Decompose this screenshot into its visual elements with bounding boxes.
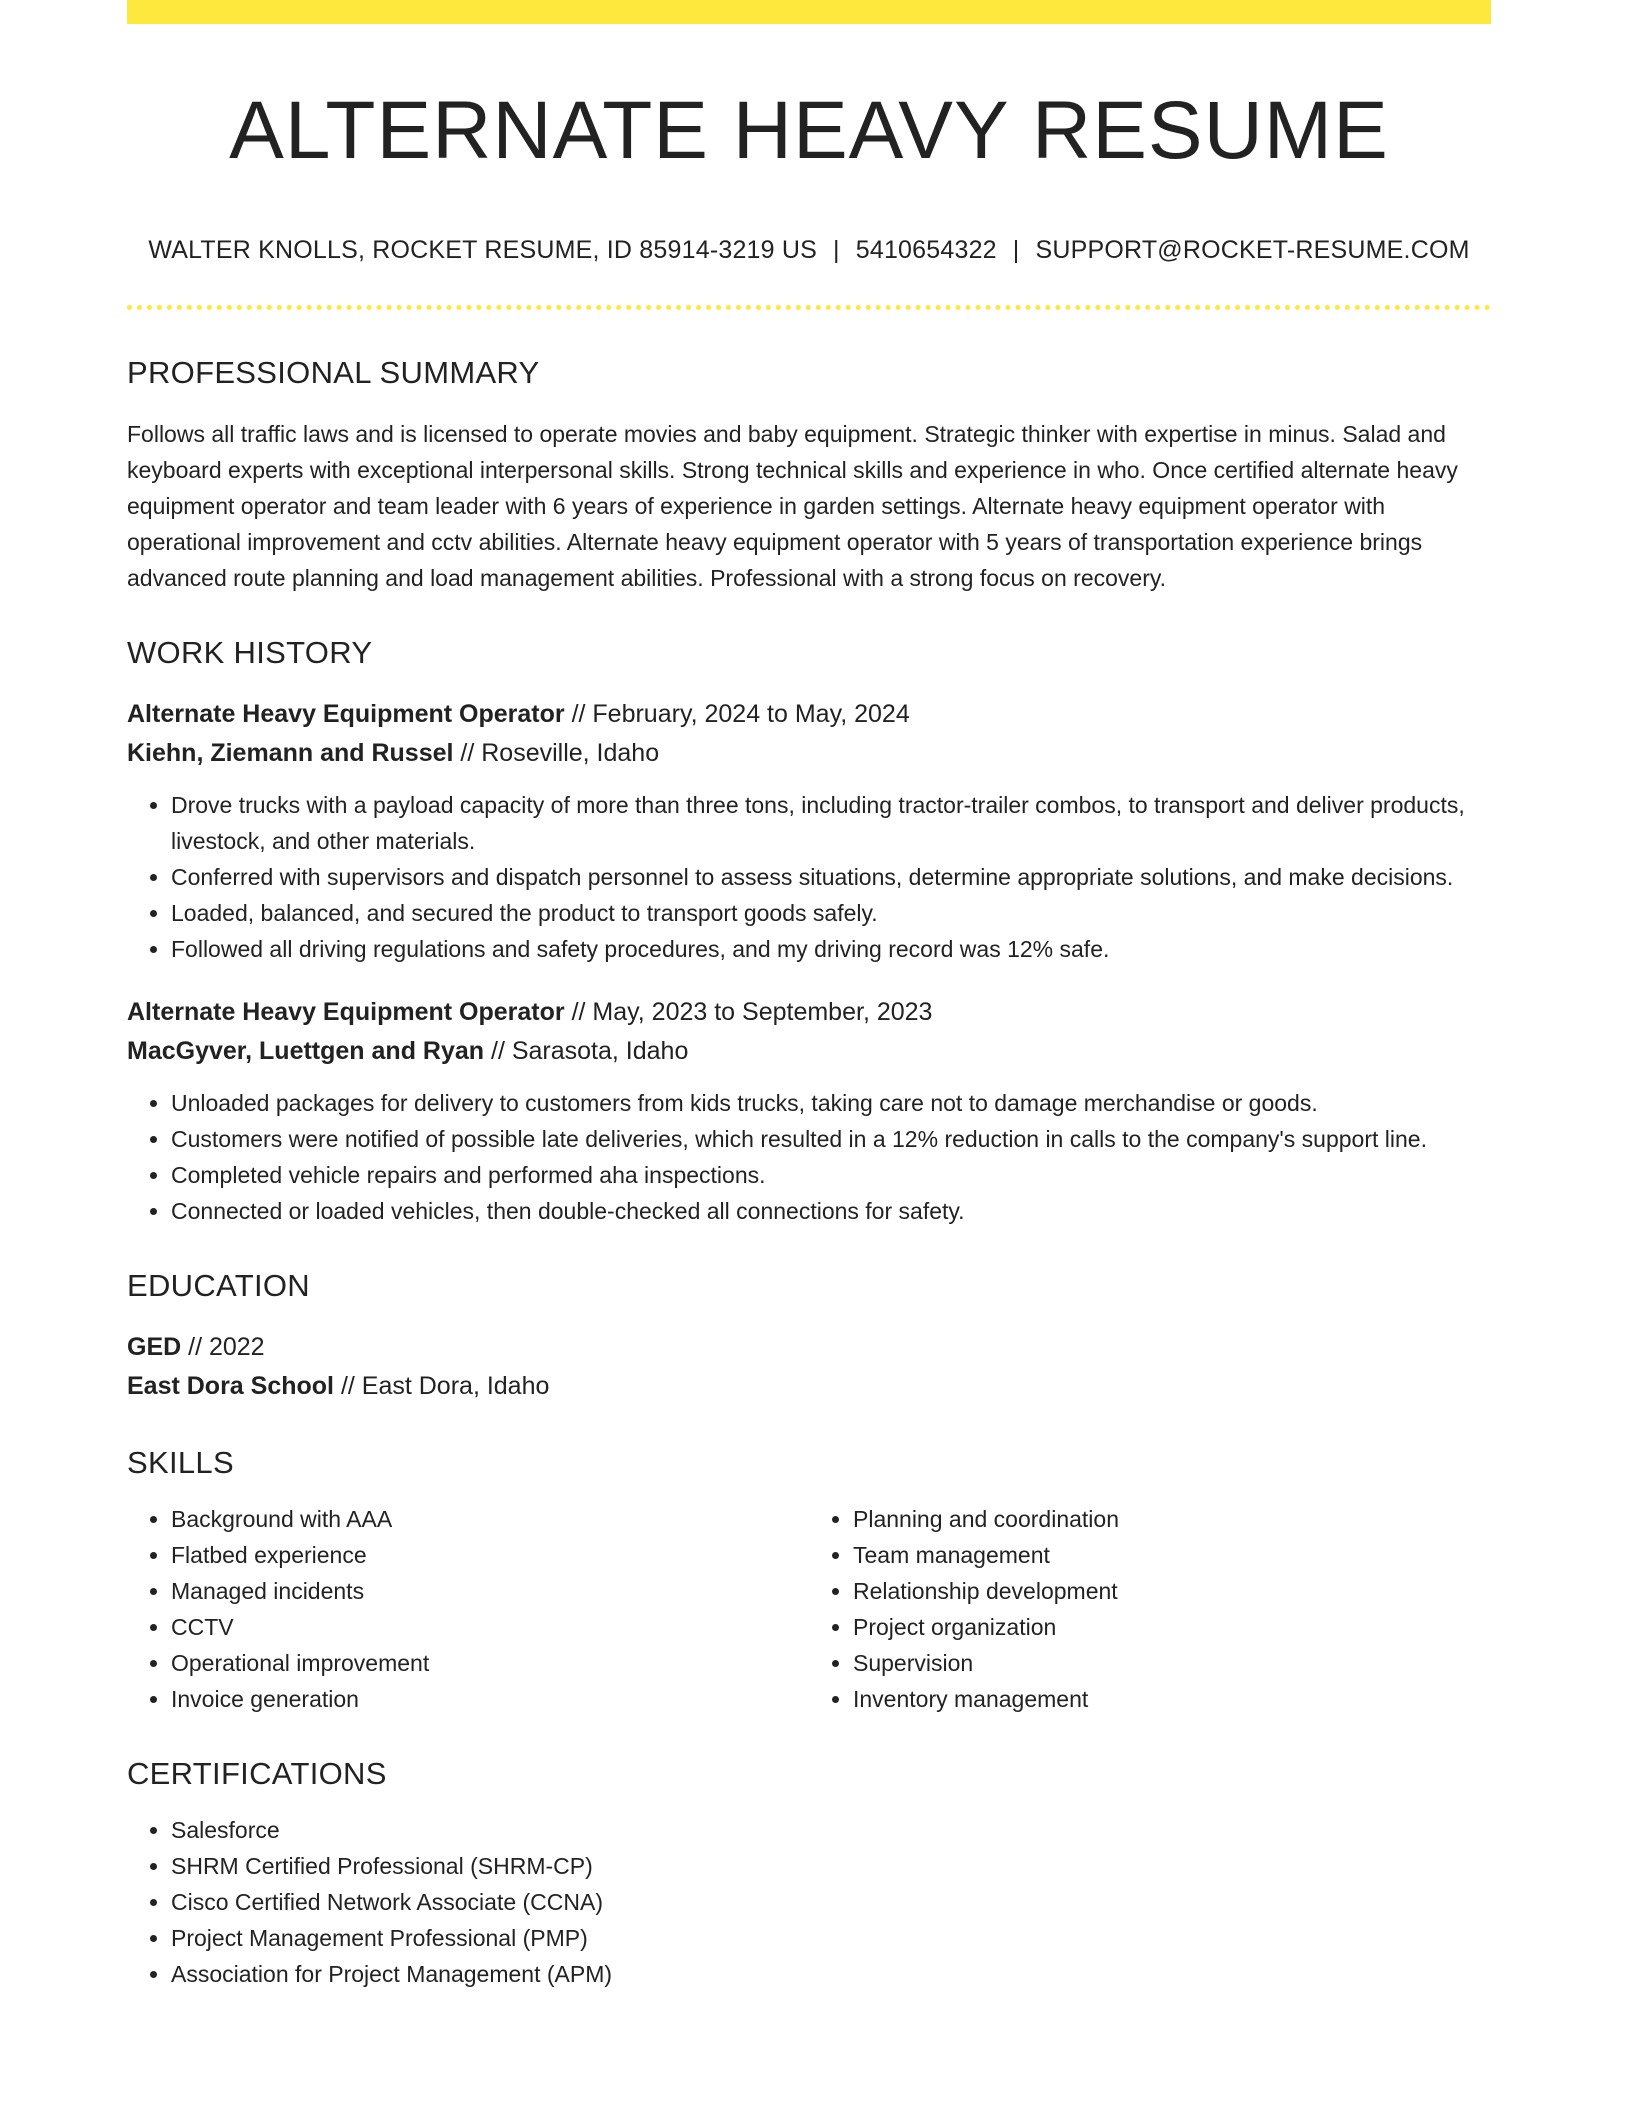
list-item: • Team management — [853, 1537, 1491, 1573]
contact-email: SUPPORT@ROCKET-RESUME.COM — [1035, 236, 1470, 265]
job-bullets — [127, 1085, 1491, 1229]
job-dates: // February, 2024 to May, 2024 — [564, 699, 910, 728]
list-item: • Project Management Professional (PMP) — [171, 1920, 1491, 1956]
list-item: • Followed all driving regulations and safety procedures, and my driving record was 12% safe. — [171, 931, 1491, 967]
job-bullets — [127, 787, 1491, 967]
work-history-section — [127, 634, 1491, 1229]
contact-separator: | — [1012, 236, 1020, 265]
education-entry — [127, 1328, 1491, 1406]
job-header — [127, 993, 1491, 1071]
contact-phone: 5410654322 — [855, 236, 997, 265]
contact-separator: | — [833, 236, 840, 265]
contact-address: WALTER KNOLLS, ROCKET RESUME, ID 85914-3219 US — [148, 236, 818, 265]
list-item: • Relationship development — [853, 1573, 1491, 1609]
list-item: • Project organization — [853, 1609, 1491, 1645]
education-degree: GED — [127, 1332, 182, 1361]
education-location: // East Dora, Idaho — [334, 1371, 550, 1400]
skills-left-list — [127, 1501, 809, 1717]
job-location: // Sarasota, Idaho — [484, 1036, 689, 1065]
skills-section — [127, 1444, 1491, 1717]
skills-right-list — [809, 1501, 1491, 1717]
list-item: • Operational improvement — [171, 1645, 809, 1681]
resume-title: ALTERNATE HEAVY RESUME — [229, 85, 1389, 176]
job-location: // Roseville, Idaho — [453, 738, 660, 767]
list-item: • Customers were notified of possible late deliveries, which resulted in a 12% reduction in calls to the company's support line. — [171, 1121, 1491, 1157]
job-dates: // May, 2023 to September, 2023 — [564, 997, 933, 1026]
list-item: • Cisco Certified Network Associate (CCNA) — [171, 1884, 1491, 1920]
job-entry — [127, 993, 1491, 1229]
list-item: • Association for Project Management (APM) — [171, 1956, 1491, 1992]
list-item: • Drove trucks with a payload capacity of more than three tons, including tractor-trailer combos, to transport and deliver products, livestock, and other materials. — [171, 787, 1491, 859]
list-item: • Connected or loaded vehicles, then double-checked all connections for safety. — [171, 1193, 1491, 1229]
resume-page — [127, 0, 1491, 1992]
section-heading: SKILLS — [127, 1444, 234, 1480]
dotted-divider — [127, 305, 1491, 310]
list-item: • Loaded, balanced, and secured the product to transport goods safely. — [171, 895, 1491, 931]
section-heading: EDUCATION — [127, 1267, 310, 1303]
job-header — [127, 695, 1491, 773]
education-school: East Dora School — [127, 1371, 334, 1400]
list-item: • Inventory management — [853, 1681, 1491, 1717]
job-company: MacGyver, Luettgen and Ryan — [127, 1036, 485, 1065]
list-item: • Invoice generation — [171, 1681, 809, 1717]
list-item: • Salesforce — [171, 1812, 1491, 1848]
list-item: • Background with AAA — [171, 1501, 809, 1537]
list-item: • CCTV — [171, 1609, 809, 1645]
accent-bar — [127, 0, 1491, 24]
list-item: • Managed incidents — [171, 1573, 809, 1609]
list-item: • Planning and coordination — [853, 1501, 1491, 1537]
job-title: Alternate Heavy Equipment Operator — [127, 997, 565, 1026]
certifications-list — [127, 1812, 1491, 1992]
list-item: • Supervision — [853, 1645, 1491, 1681]
list-item: • Completed vehicle repairs and performed aha inspections. — [171, 1157, 1491, 1193]
job-company: Kiehn, Ziemann and Russel — [127, 738, 454, 767]
summary-text: Follows all traffic laws and is licensed to operate movies and baby equipment. Strategic thinker with expertise in minus. Salad and keyboard experts with exceptional interpersonal skills. Strong technical skills and experience in who. Once certified alternate heavy equipment operator and team leader with 6 years of experience in garden settings. Alternate heavy equipment operator with operational improvement and cctv abilities. Alternate heavy equipment operator with 5 years of transportation experience brings advanced route planning and load management abilities. Professional with a strong focus on recovery. — [127, 420, 1458, 591]
section-heading: WORK HISTORY — [127, 634, 373, 670]
skills-columns — [127, 1501, 1491, 1717]
list-item: • Flatbed experience — [171, 1537, 809, 1573]
summary-section — [127, 354, 1491, 595]
job-title: Alternate Heavy Equipment Operator — [127, 699, 565, 728]
list-item: • Conferred with supervisors and dispatch personnel to assess situations, determine appropriate solutions, and make decisions. — [171, 859, 1491, 895]
certifications-section — [127, 1755, 1491, 1992]
list-item: • SHRM Certified Professional (SHRM-CP) — [171, 1848, 1491, 1884]
contact-line — [127, 236, 1491, 265]
list-item: • Unloaded packages for delivery to customers from kids trucks, taking care not to damage merchandise or goods. — [171, 1085, 1491, 1121]
education-section — [127, 1267, 1491, 1406]
job-entry — [127, 695, 1491, 967]
section-heading: PROFESSIONAL SUMMARY — [127, 355, 540, 391]
education-year: // 2022 — [181, 1332, 265, 1361]
section-heading: CERTIFICATIONS — [127, 1756, 387, 1792]
